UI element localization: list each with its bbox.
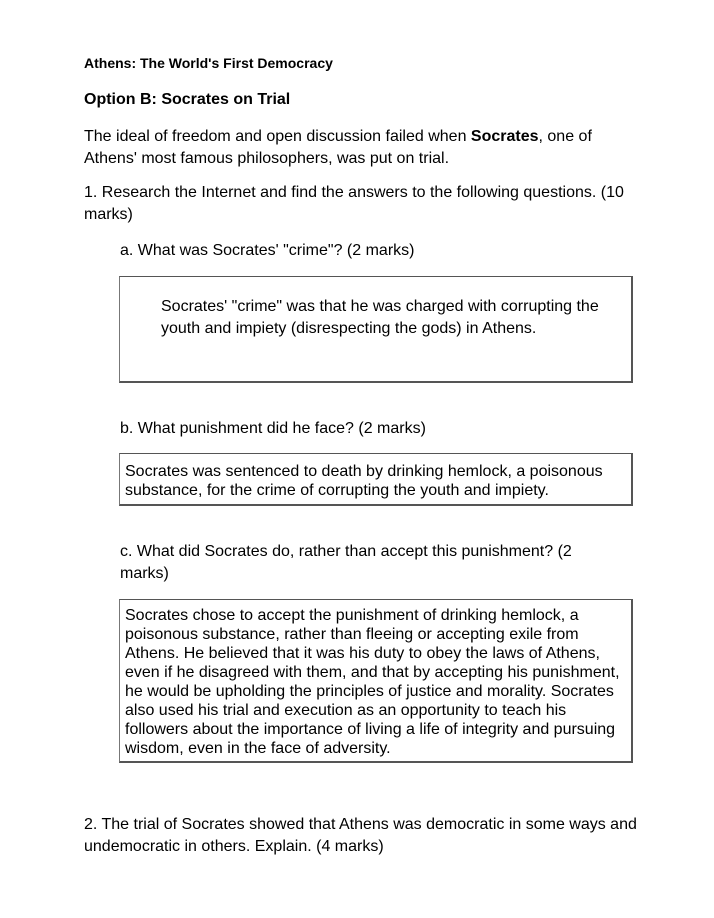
answer-text-a[interactable]: Socrates' "crime" was that he was charged with corrupting the youth and impiety (disrespecting the gods) in Athens. (161, 298, 599, 337)
question-1: 1. Research the Internet and find the answers to the following questions. (10 marks) (84, 184, 624, 223)
intro-text-after: , one of Athens' most famous philosophers, was put on trial. (84, 128, 592, 167)
question-2: 2. The trial of Socrates showed that Athens was democratic in some ways and undemocratic in others. Explain. (4 marks) (84, 816, 637, 855)
answer-box-a[interactable] (119, 276, 633, 383)
question-1b: b. What punishment did he face? (2 marks) (120, 420, 426, 437)
answer-text-c[interactable]: Socrates chose to accept the punishment of drinking hemlock, a poisonous substance, rather than fleeing or accepting exile from Athens. He believed that it was his duty to obey the laws of Athens, even if he disagreed with them, and that by accepting his punishment, he would be upholding the principles of justice and morality. Socrates also used his trial and execution as an opportunity to teach his followers about the importance of living a life of integrity and pursuing wisdom, even in the face of adversity. (125, 607, 620, 757)
intro-paragraph (84, 126, 644, 170)
document-title: Athens: The World's First Democracy (84, 55, 333, 71)
question-1c: c. What did Socrates do, rather than accept this punishment? (2 marks) (120, 543, 572, 582)
intro-bold-term: Socrates (470, 128, 539, 145)
answer-box-b[interactable] (119, 453, 633, 506)
answer-box-c[interactable] (119, 599, 633, 763)
intro-text-before: The ideal of freedom and open discussion failed when (84, 128, 471, 145)
question-1a: a. What was Socrates' "crime"? (2 marks) (120, 242, 415, 259)
section-heading: Option B: Socrates on Trial (84, 91, 291, 108)
answer-text-b[interactable]: Socrates was sentenced to death by drinking hemlock, a poisonous substance, for the crime of corrupting the youth and impiety. (125, 463, 603, 499)
